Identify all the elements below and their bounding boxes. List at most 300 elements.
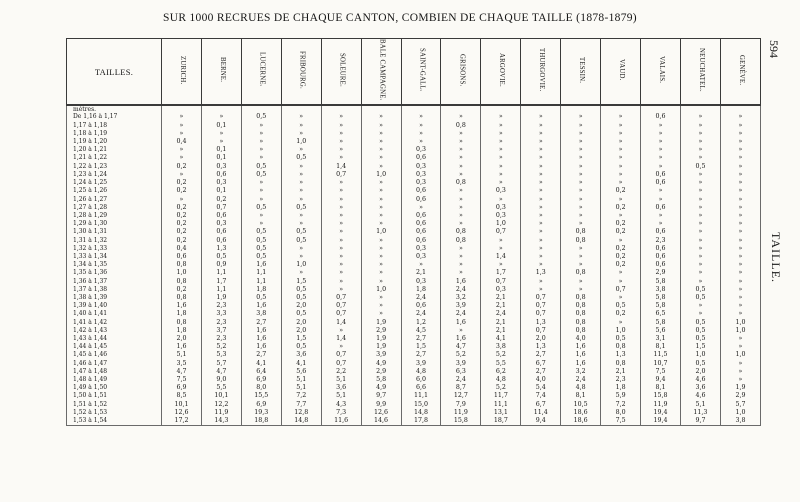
value-cell: 2,1 — [481, 294, 521, 302]
value-cell: 0,2 — [162, 228, 202, 236]
value-cell: 0,5 — [680, 327, 720, 335]
value-cell: » — [720, 122, 760, 130]
value-cell: 0,8 — [561, 228, 601, 236]
value-cell: » — [720, 138, 760, 146]
value-cell: 0,7 — [321, 310, 361, 318]
value-cell: » — [720, 212, 760, 220]
running-side-label: TAILLE. — [769, 232, 783, 284]
canton-name: NEUCHATEL. — [697, 47, 705, 92]
value-cell: » — [162, 196, 202, 204]
value-cell: » — [281, 146, 321, 154]
canton-name: ZURICH. — [178, 55, 186, 84]
value-cell: 0,8 — [162, 294, 202, 302]
column-header — [361, 39, 401, 106]
value-cell: 4,1 — [241, 360, 281, 368]
value-cell: 0,5 — [281, 237, 321, 245]
table-row — [67, 384, 761, 392]
value-cell: 7,9 — [441, 401, 481, 409]
value-cell: 5,5 — [481, 360, 521, 368]
table-row — [67, 154, 761, 162]
value-cell: » — [720, 376, 760, 384]
value-cell: » — [720, 196, 760, 204]
value-cell: 0,2 — [162, 220, 202, 228]
value-cell: » — [680, 187, 720, 195]
canton-name: GRISONS. — [458, 53, 466, 86]
value-cell: 5,3 — [201, 351, 241, 359]
value-cell: 0,1 — [201, 187, 241, 195]
value-cell: 2,9 — [641, 269, 681, 277]
value-cell: 0,6 — [201, 212, 241, 220]
value-cell: 7,3 — [321, 409, 361, 417]
value-cell: » — [241, 187, 281, 195]
value-cell: » — [641, 196, 681, 204]
value-cell: 5,1 — [162, 351, 202, 359]
value-cell: » — [361, 138, 401, 146]
value-cell: 3,2 — [441, 294, 481, 302]
value-cell: » — [680, 228, 720, 236]
value-cell: 6,6 — [401, 384, 441, 392]
height-range-label: De 1,16 à 1,17 — [67, 113, 162, 121]
value-cell: 1,5 — [680, 343, 720, 351]
value-cell: 12,6 — [361, 409, 401, 417]
value-cell: 2,4 — [401, 294, 441, 302]
value-cell: 1,5 — [281, 335, 321, 343]
value-cell: » — [561, 245, 601, 253]
height-range-label: 1,48 à 1,49 — [67, 376, 162, 384]
table-row — [67, 220, 761, 228]
value-cell: 0,5 — [281, 286, 321, 294]
value-cell: 0,8 — [162, 261, 202, 269]
value-cell: 1,6 — [241, 302, 281, 310]
value-cell: » — [241, 146, 281, 154]
value-cell: » — [361, 253, 401, 261]
value-cell: 0,7 — [481, 278, 521, 286]
value-cell: » — [720, 146, 760, 154]
value-cell: » — [521, 163, 561, 171]
value-cell: 4,0 — [521, 376, 561, 384]
value-cell: » — [720, 294, 760, 302]
value-cell: 0,3 — [481, 187, 521, 195]
value-cell: 0,1 — [201, 146, 241, 154]
value-cell: 0,5 — [680, 163, 720, 171]
value-cell: 10,5 — [561, 401, 601, 409]
value-cell: 1,3 — [521, 269, 561, 277]
value-cell: » — [521, 113, 561, 121]
value-cell: 1,0 — [361, 171, 401, 179]
value-cell: » — [561, 130, 601, 138]
height-range-label: 1,27 à 1,28 — [67, 204, 162, 212]
value-cell: 0,5 — [201, 253, 241, 261]
value-cell: » — [720, 278, 760, 286]
height-range-label: 1,30 à 1,31 — [67, 228, 162, 236]
empty-cell — [521, 105, 561, 113]
table-row — [67, 401, 761, 409]
value-cell: 2,3 — [601, 376, 641, 384]
value-cell: 0,5 — [680, 360, 720, 368]
column-header — [281, 39, 321, 106]
value-cell: 4,6 — [680, 392, 720, 400]
value-cell: » — [321, 253, 361, 261]
value-cell: » — [361, 146, 401, 154]
value-cell: 2,7 — [401, 351, 441, 359]
value-cell: 5,1 — [321, 376, 361, 384]
canton-name: VAUD. — [618, 59, 625, 81]
value-cell: » — [521, 146, 561, 154]
value-cell: 3,8 — [641, 286, 681, 294]
value-cell: » — [561, 212, 601, 220]
value-cell: 2,1 — [481, 319, 521, 327]
value-cell: » — [441, 204, 481, 212]
value-cell: » — [281, 179, 321, 187]
value-cell: 2,0 — [281, 319, 321, 327]
value-cell: 18,6 — [561, 409, 601, 417]
value-cell: 1,4 — [321, 163, 361, 171]
value-cell: » — [561, 113, 601, 121]
value-cell: 0,8 — [561, 327, 601, 335]
value-cell: » — [601, 212, 641, 220]
height-range-label: 1,31 à 1,32 — [67, 237, 162, 245]
column-header — [401, 39, 441, 106]
canton-name: SAINT-GALL. — [418, 47, 426, 92]
table-row — [67, 302, 761, 310]
column-header — [441, 39, 481, 106]
value-cell: » — [441, 154, 481, 162]
value-cell: 0,6 — [641, 253, 681, 261]
value-cell: 12,6 — [162, 409, 202, 417]
value-cell: 1,9 — [361, 319, 401, 327]
value-cell: 0,3 — [401, 171, 441, 179]
table-row — [67, 130, 761, 138]
value-cell: » — [561, 204, 601, 212]
value-cell: 0,7 — [321, 360, 361, 368]
value-cell: 0,5 — [241, 171, 281, 179]
value-cell: 1,0 — [680, 351, 720, 359]
value-cell: » — [481, 113, 521, 121]
value-cell: » — [281, 171, 321, 179]
value-cell: 0,3 — [481, 204, 521, 212]
value-cell: 3,6 — [680, 384, 720, 392]
value-cell: » — [720, 368, 760, 376]
value-cell: 1,4 — [321, 319, 361, 327]
value-cell: » — [361, 113, 401, 121]
table-row — [67, 417, 761, 426]
table-row — [67, 351, 761, 359]
table-row — [67, 237, 761, 245]
empty-cell — [241, 105, 281, 113]
canton-name: ARGOVIE. — [498, 52, 506, 87]
value-cell: » — [521, 278, 561, 286]
value-cell: 1,0 — [720, 351, 760, 359]
value-cell: 2,3 — [201, 319, 241, 327]
value-cell: » — [680, 130, 720, 138]
value-cell: » — [680, 138, 720, 146]
value-cell: » — [321, 327, 361, 335]
table-row — [67, 343, 761, 351]
value-cell: » — [321, 113, 361, 121]
empty-cell — [281, 105, 321, 113]
value-cell: » — [481, 122, 521, 130]
value-cell: 19,4 — [641, 409, 681, 417]
value-cell: » — [361, 302, 401, 310]
empty-cell — [601, 105, 641, 113]
value-cell: » — [680, 146, 720, 154]
table-row — [67, 335, 761, 343]
value-cell: » — [481, 196, 521, 204]
value-cell: » — [162, 146, 202, 154]
value-cell: » — [561, 220, 601, 228]
height-range-label: 1,49 à 1,50 — [67, 384, 162, 392]
value-cell: 5,1 — [321, 392, 361, 400]
value-cell: » — [281, 122, 321, 130]
value-cell: 0,2 — [162, 212, 202, 220]
table-title: SUR 1000 RECRUES DE CHAQUE CANTON, COMBIEN DE CHAQUE TAILLE (1878-1879) — [163, 12, 637, 24]
value-cell: 5,7 — [720, 401, 760, 409]
value-cell: 5,2 — [441, 351, 481, 359]
value-cell: » — [720, 154, 760, 162]
value-cell: 1,1 — [241, 278, 281, 286]
value-cell: » — [601, 122, 641, 130]
value-cell: 3,1 — [641, 335, 681, 343]
value-cell: » — [321, 196, 361, 204]
value-cell: » — [162, 154, 202, 162]
value-cell: 11,6 — [321, 417, 361, 426]
value-cell: » — [321, 204, 361, 212]
value-cell: 3,9 — [361, 351, 401, 359]
table-row — [67, 146, 761, 154]
value-cell: 2,9 — [720, 392, 760, 400]
unit-row — [67, 105, 761, 113]
value-cell: » — [521, 171, 561, 179]
value-cell: 1,6 — [241, 327, 281, 335]
value-cell: » — [481, 154, 521, 162]
value-cell: 15,8 — [441, 417, 481, 426]
value-cell: 0,2 — [601, 253, 641, 261]
table-row — [67, 253, 761, 261]
value-cell: 1,8 — [401, 286, 441, 294]
value-cell: » — [481, 245, 521, 253]
value-cell: 0,9 — [201, 261, 241, 269]
value-cell: 4,9 — [361, 360, 401, 368]
value-cell: 6,9 — [241, 401, 281, 409]
value-cell: 0,5 — [241, 237, 281, 245]
value-cell: » — [680, 122, 720, 130]
value-cell: 1,7 — [481, 269, 521, 277]
value-cell: 11,5 — [641, 351, 681, 359]
value-cell: 0,5 — [241, 245, 281, 253]
value-cell: » — [521, 196, 561, 204]
value-cell: 2,1 — [481, 302, 521, 310]
value-cell: 8,1 — [561, 392, 601, 400]
value-cell: » — [321, 237, 361, 245]
value-cell: 5,8 — [641, 319, 681, 327]
value-cell: 3,7 — [201, 327, 241, 335]
canton-name: VALAIS. — [657, 56, 665, 84]
value-cell: » — [601, 237, 641, 245]
empty-cell — [401, 105, 441, 113]
value-cell: » — [680, 204, 720, 212]
value-cell: 2,4 — [441, 310, 481, 318]
value-cell: 18,7 — [481, 417, 521, 426]
value-cell: » — [720, 187, 760, 195]
value-cell: 0,7 — [521, 327, 561, 335]
empty-cell — [361, 105, 401, 113]
value-cell: 0,3 — [201, 220, 241, 228]
value-cell: 18,8 — [241, 417, 281, 426]
value-cell: 1,8 — [162, 310, 202, 318]
value-cell: » — [680, 245, 720, 253]
value-cell: » — [720, 360, 760, 368]
height-range-label: 1,40 à 1,41 — [67, 310, 162, 318]
empty-cell — [641, 105, 681, 113]
value-cell: » — [481, 130, 521, 138]
value-cell: 2,4 — [441, 376, 481, 384]
value-cell: » — [521, 261, 561, 269]
value-cell: » — [321, 286, 361, 294]
value-cell: » — [521, 237, 561, 245]
value-cell: » — [361, 310, 401, 318]
value-cell: 0,7 — [321, 351, 361, 359]
value-cell: 11,4 — [521, 409, 561, 417]
value-cell: 0,6 — [641, 171, 681, 179]
empty-cell — [561, 105, 601, 113]
value-cell: » — [720, 286, 760, 294]
value-cell: » — [561, 261, 601, 269]
value-cell: » — [361, 130, 401, 138]
height-range-label: 1,19 à 1,20 — [67, 138, 162, 146]
value-cell: » — [281, 196, 321, 204]
value-cell: 10,1 — [162, 401, 202, 409]
value-cell: 2,0 — [680, 368, 720, 376]
value-cell: 5,2 — [481, 351, 521, 359]
value-cell: 11,3 — [680, 409, 720, 417]
value-cell: 0,2 — [601, 261, 641, 269]
value-cell: » — [441, 163, 481, 171]
value-cell: » — [321, 212, 361, 220]
table-row — [67, 409, 761, 417]
value-cell: 0,1 — [201, 122, 241, 130]
value-cell: » — [241, 122, 281, 130]
height-range-label: 1,46 à 1,47 — [67, 360, 162, 368]
value-cell: 2,7 — [521, 368, 561, 376]
value-cell: 6,5 — [641, 310, 681, 318]
value-cell: 0,8 — [162, 319, 202, 327]
value-cell: 0,6 — [641, 228, 681, 236]
value-cell: » — [561, 196, 601, 204]
height-range-label: 1,44 à 1,45 — [67, 343, 162, 351]
value-cell: » — [321, 261, 361, 269]
empty-cell — [201, 105, 241, 113]
value-cell: » — [281, 269, 321, 277]
table-row — [67, 163, 761, 171]
value-cell: » — [241, 154, 281, 162]
value-cell: 2,4 — [481, 310, 521, 318]
empty-cell — [441, 105, 481, 113]
value-cell: 9,7 — [680, 417, 720, 426]
value-cell: » — [281, 163, 321, 171]
value-cell: 4,7 — [441, 343, 481, 351]
column-header — [162, 39, 202, 106]
value-cell: 3,6 — [281, 351, 321, 359]
value-cell: 0,7 — [321, 294, 361, 302]
value-cell: 7,5 — [641, 368, 681, 376]
value-cell: 1,4 — [481, 253, 521, 261]
value-cell: » — [720, 302, 760, 310]
empty-cell — [720, 105, 760, 113]
value-cell: 5,9 — [601, 392, 641, 400]
value-cell: 0,5 — [680, 319, 720, 327]
value-cell: 0,5 — [241, 204, 281, 212]
empty-cell — [680, 105, 720, 113]
value-cell: » — [441, 146, 481, 154]
canton-name: LUCERNE. — [258, 52, 266, 88]
value-cell: 3,8 — [241, 310, 281, 318]
value-cell: 1,6 — [441, 319, 481, 327]
value-cell: » — [720, 113, 760, 121]
value-cell: » — [481, 179, 521, 187]
value-cell: 0,3 — [401, 179, 441, 187]
value-cell: » — [361, 237, 401, 245]
value-cell: 4,8 — [561, 384, 601, 392]
value-cell: 6,7 — [521, 360, 561, 368]
value-cell: » — [321, 278, 361, 286]
value-cell: » — [680, 154, 720, 162]
value-cell: 0,5 — [241, 228, 281, 236]
height-range-label: 1,34 à 1,35 — [67, 261, 162, 269]
value-cell: 12,7 — [441, 392, 481, 400]
height-range-label: 1,39 à 1,40 — [67, 302, 162, 310]
value-cell: » — [680, 302, 720, 310]
value-cell: 0,8 — [561, 294, 601, 302]
value-cell: » — [521, 204, 561, 212]
column-header — [201, 39, 241, 106]
value-cell: 0,3 — [401, 163, 441, 171]
value-cell: 5,6 — [641, 327, 681, 335]
value-cell: 0,6 — [641, 245, 681, 253]
value-cell: » — [680, 278, 720, 286]
value-cell: 1,8 — [162, 327, 202, 335]
value-cell: » — [281, 113, 321, 121]
value-cell: » — [241, 220, 281, 228]
value-cell: 1,0 — [361, 286, 401, 294]
value-cell: » — [601, 196, 641, 204]
value-cell: » — [641, 138, 681, 146]
value-cell: » — [321, 138, 361, 146]
value-cell: 1,3 — [601, 351, 641, 359]
value-cell: 0,6 — [401, 220, 441, 228]
value-cell: 0,8 — [561, 310, 601, 318]
value-cell: 11,1 — [401, 392, 441, 400]
value-cell: » — [241, 138, 281, 146]
value-cell: 14,8 — [281, 417, 321, 426]
row-header-cell — [67, 39, 162, 106]
value-cell: 3,6 — [321, 384, 361, 392]
value-cell: 5,2 — [481, 384, 521, 392]
value-cell: » — [680, 179, 720, 187]
value-cell: » — [401, 261, 441, 269]
height-range-label: 1,23 à 1,24 — [67, 171, 162, 179]
value-cell: » — [441, 113, 481, 121]
table-row — [67, 294, 761, 302]
value-cell: » — [720, 220, 760, 228]
value-cell: 2,9 — [361, 368, 401, 376]
value-cell: » — [720, 228, 760, 236]
value-cell: 0,8 — [561, 302, 601, 310]
value-cell: 0,2 — [201, 196, 241, 204]
value-cell: » — [361, 245, 401, 253]
canton-name: THURGOVIE. — [538, 48, 546, 92]
value-cell: 3,3 — [201, 310, 241, 318]
height-range-label: 1,24 à 1,25 — [67, 179, 162, 187]
